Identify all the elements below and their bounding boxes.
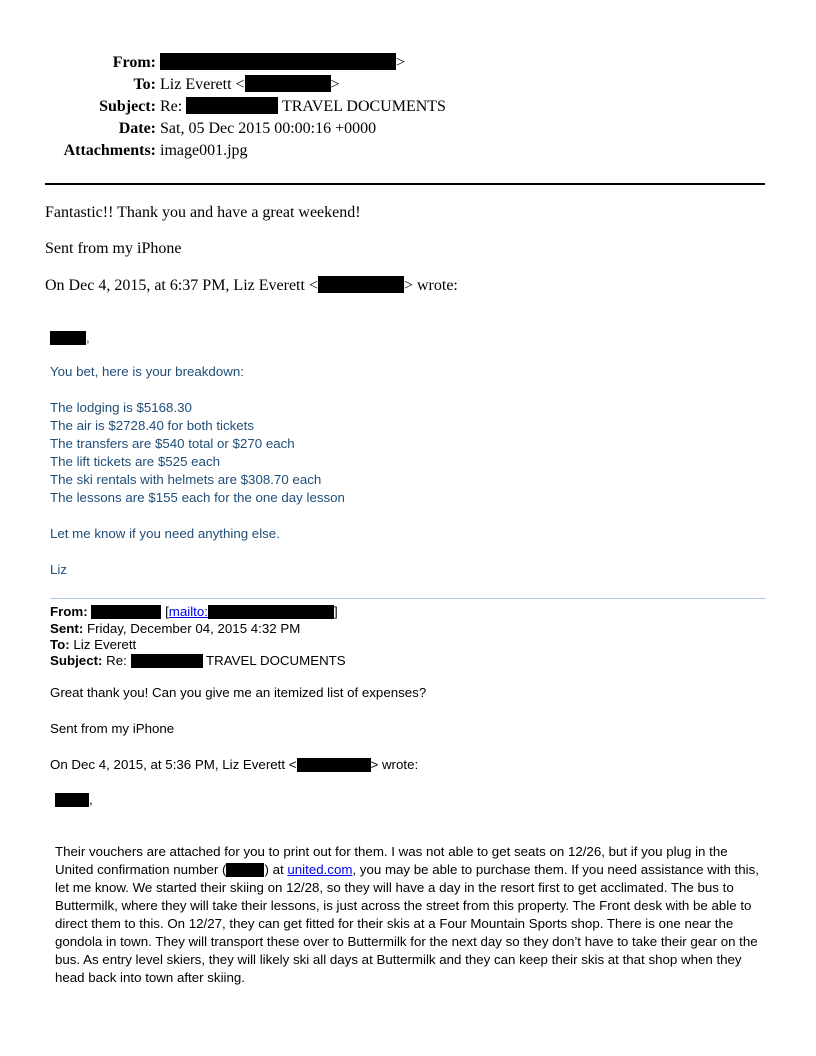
date-label: Date: [118, 120, 156, 137]
reply-signature: Sent from my iPhone [45, 240, 182, 257]
redacted-block [186, 97, 278, 114]
fwd-quote-intro: On Dec 4, 2015, at 5:36 PM, Liz Everett < > wrote: [50, 757, 419, 772]
fwd-subject-row: Subject: Re: TRAVEL DOCUMENTS [50, 653, 346, 668]
attachments-row [0, 140, 816, 162]
redacted-block [131, 654, 203, 668]
fwd-to-row: To: Liz Everett [50, 637, 137, 652]
subject-value: TRAVEL DOCUMENTS [281, 98, 446, 115]
subject-label: Subject: [99, 98, 156, 115]
date-row [0, 118, 816, 140]
to-row: To: Liz Everett < > [0, 74, 816, 96]
redacted-block [55, 793, 89, 807]
redacted-block [245, 75, 331, 92]
fwd-from-row: From: [mailto: ] [50, 604, 338, 619]
greeting: , [50, 330, 90, 345]
redacted-block [226, 863, 264, 877]
redacted-block [160, 53, 396, 70]
list-item: The lessons are $155 each for the one day lesson [50, 490, 345, 505]
reply-line: Fantastic!! Thank you and have a great weekend! [45, 204, 361, 221]
list-item: The ski rentals with helmets are $308.70 each [50, 472, 322, 487]
attachments-label: Attachments: [63, 142, 156, 159]
redacted-block [91, 605, 161, 619]
redacted-block [318, 276, 404, 293]
from-label: From: [112, 54, 156, 71]
united-link[interactable]: united.com [287, 862, 353, 877]
from-row: From: > [0, 52, 816, 74]
to-value: Liz Everett < [160, 76, 245, 93]
list-item: The lift tickets are $525 each [50, 454, 220, 469]
redacted-block [50, 331, 86, 345]
redacted-block [297, 758, 371, 772]
fwd-sent-row: Sent: Friday, December 04, 2015 4:32 PM [50, 621, 301, 636]
message-separator [50, 598, 766, 599]
header-divider [45, 183, 765, 185]
mailto-link[interactable]: mailto: [168, 604, 208, 619]
email-header [0, 52, 816, 162]
quote-intro: On Dec 4, 2015, at 6:37 PM, Liz Everett < > wrote: [45, 277, 458, 294]
attachment-link[interactable]: image001.jpg [160, 142, 248, 159]
subject-row: Subject: Re: TRAVEL DOCUMENTS [0, 96, 816, 118]
signature: Liz [50, 562, 67, 577]
list-item: The transfers are $540 total or $270 each [50, 436, 295, 451]
list-item: The air is $2728.40 for both tickets [50, 418, 254, 433]
list-item: The lodging is $5168.30 [50, 400, 192, 415]
closing-line: Let me know if you need anything else. [50, 526, 280, 541]
fwd-signature: Sent from my iPhone [50, 721, 175, 736]
breakdown-intro: You bet, here is your breakdown: [50, 364, 244, 379]
fwd-body-line: Great thank you! Can you give me an itemized list of expenses? [50, 685, 427, 700]
date-value: Sat, 05 Dec 2015 00:00:16 +0000 [160, 120, 377, 137]
vouchers-paragraph: Their vouchers are attached for you to print out for them. I was not able to get seats on 12/26, but if you plug in the United confirmation number ( ) at united.com, you may be able to purchase them. If you need assistance with this, let me know. We started their skiing on 12/28, so they will have a day in the resort first to get acclimated. The bus to Buttermilk, where they will take their lessons, is just across the street from this property. The Front desk with be able to direct them to this. On 12/27, they can get fitted for their skis at a Four Mountain Sports shop. There is one near the gondola in town. They will transport these over to Buttermilk for the next day so they don’t have to take their gear on the bus. As entry level skiers, they will likely ski all days at Buttermilk and they can keep their skis at that shop when they head back into town after skiing. [55, 844, 759, 985]
redacted-block [208, 605, 334, 619]
fwd-greeting: , [55, 792, 93, 807]
to-label: To: [133, 76, 156, 93]
